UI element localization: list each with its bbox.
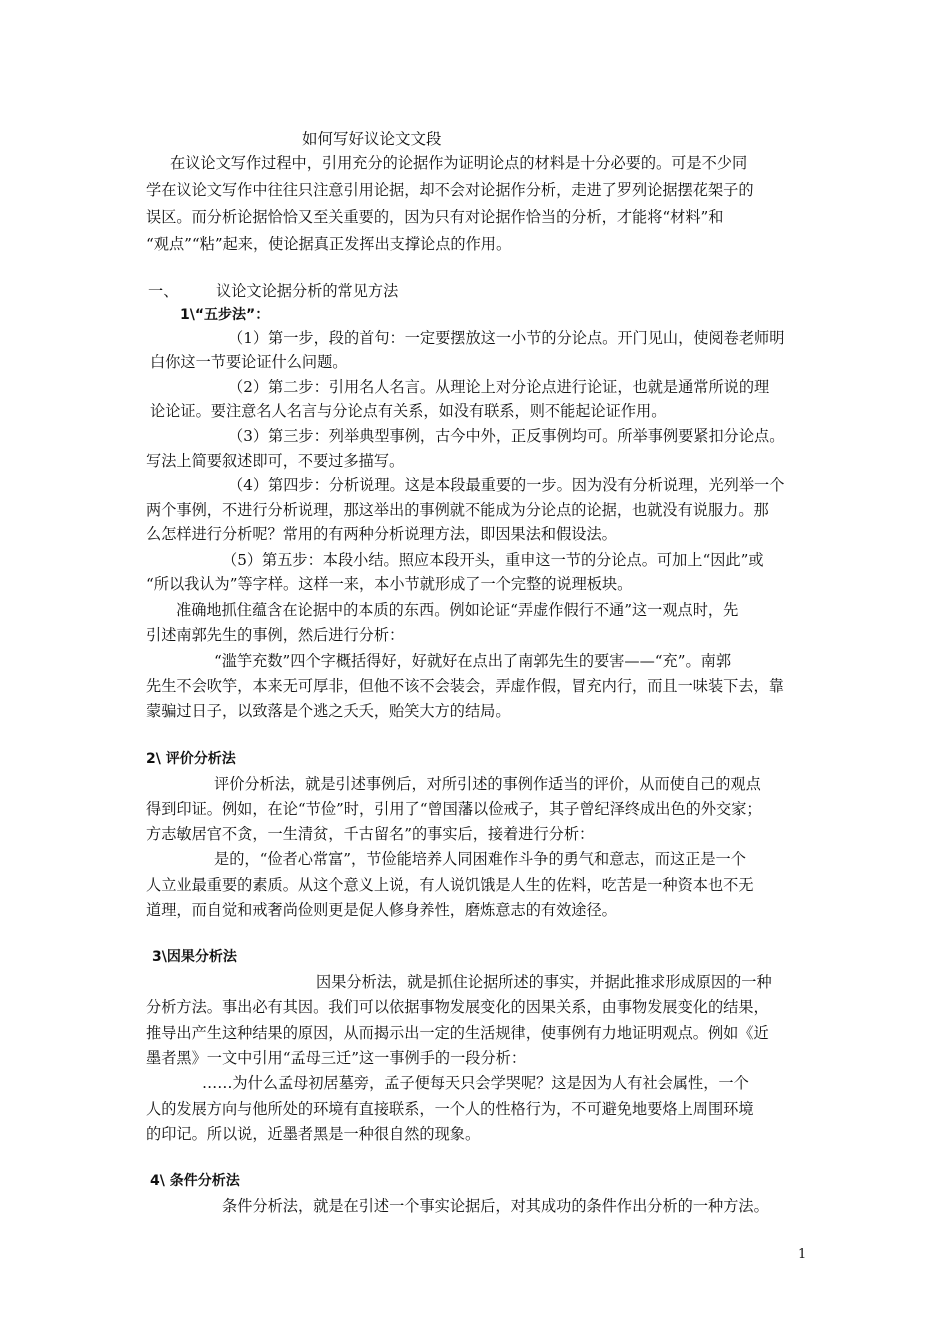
- m1-step2-line-1: （2）第二步：引用名人名言。从理论上对分论点进行论证，也就是通常所说的理: [228, 378, 770, 396]
- m1-step4-line-1: （4）第四步：分析说理。这是本段最重要的一步。因为没有分析说理，光列举一个: [228, 476, 785, 494]
- m1-p6-line-1: 准确地抓住蕴含在论据中的本质的东西。例如论证“弄虚作假行不通”这一观点时，先: [176, 601, 739, 619]
- m3-p1-line-1: 因果分析法，就是抓住论据所述的事实，并据此推求形成原因的一种: [316, 973, 772, 991]
- m1-step5-line-2: “所以我认为”等字样。这样一来，本小节就形成了一个完整的说理板块。: [146, 575, 633, 593]
- m2-p1-line-1: 评价分析法，就是引述事例后，对所引述的事例作适当的评价，从而使自己的观点: [214, 775, 761, 793]
- m3-p1-line-2: 分析方法。事出必有其因。我们可以依据事物发展变化的因果关系，由事物发展变化的结果，: [146, 998, 769, 1016]
- m1-step2-line-2: 论论证。要注意名人名言与分论点有关系，如没有联系，则不能起论证作用。: [150, 402, 667, 420]
- section-1-heading: 议论文论据分析的常见方法: [216, 282, 399, 300]
- method-4-heading: 4\ 条件分析法: [150, 1173, 240, 1189]
- m2-p2-line-3: 道理，而自觉和戒奢尚俭则更是促人修身养性，磨炼意志的有效途径。: [146, 901, 617, 919]
- m2-p1-line-2: 得到印证。例如，在论“节俭”时，引用了“曾国藩以俭戒子，其子曾纪泽终成出色的外交家；: [146, 800, 762, 818]
- m1-step1-line-1: （1）第一步，段的首句：一定要摆放这一小节的分论点。开门见山，使阅卷老师明: [228, 329, 785, 347]
- m1-step5-line-1: （5）第五步：本段小结。照应本段开头，重申这一节的分论点。可加上“因此”或: [222, 551, 764, 569]
- m3-p1-line-3: 推导出产生这种结果的原因，从而揭示出一定的生活规律，使事例有力地证明观点。例如《近: [146, 1024, 769, 1042]
- m3-p2-line-3: 的印记。所以说，近墨者黑是一种很自然的现象。: [146, 1125, 481, 1143]
- m1-p7-line-3: 蒙骗过日子，以致落是个逃之夭夭，贻笑大方的结局。: [146, 702, 511, 720]
- intro-line-1: 在议论文写作过程中，引用充分的论据作为证明论点的材料是十分必要的。可是不少同: [170, 154, 748, 172]
- m1-step1-line-2: 白你这一节要论证什么问题。: [150, 353, 348, 371]
- m2-p2-line-2: 人立业最重要的素质。从这个意义上说，有人说饥饿是人生的佐料，吃苦是一种资本也不无: [146, 876, 754, 894]
- m1-p6-line-2: 引述南郭先生的事例，然后进行分析：: [146, 626, 405, 644]
- method-2-heading: 2\ 评价分析法: [146, 751, 236, 767]
- m3-p2-line-1: ……为什么孟母初居墓旁，孟子便每天只会学哭呢？这是因为人有社会属性，一个: [202, 1074, 749, 1092]
- intro-line-3: 误区。而分析论据恰恰又至关重要的，因为只有对论据作恰当的分析，才能将“材料”和: [146, 208, 724, 226]
- m1-step4-line-3: 么怎样进行分析呢？常用的有两种分析说理方法，即因果法和假设法。: [146, 525, 617, 543]
- document-title: 如何写好议论文文段: [302, 130, 442, 148]
- section-1-number: 一、: [148, 282, 179, 300]
- method-1-heading: 1\“五步法”：: [180, 307, 270, 323]
- intro-line-2: 学在议论文写作中往往只注意引用论据，却不会对论据作分析，走进了罗列论据摆花架子的: [146, 181, 754, 199]
- intro-line-4: “观点”“粘”起来，使论据真正发挥出支撑论点的作用。: [146, 235, 512, 253]
- method-3-heading: 3\因果分析法: [152, 949, 237, 965]
- m1-step3-line-1: （3）第三步：列举典型事例，古今中外，正反事例均可。所举事例要紧扣分论点。: [228, 427, 785, 445]
- m3-p1-line-4: 墨者黑》一文中引用“孟母三迁”这一事例手的一段分析：: [146, 1049, 527, 1067]
- page-number: 1: [798, 1247, 807, 1262]
- m2-p1-line-3: 方志敏居官不贪，一生清贫，千古留名”的事实后，接着进行分析：: [146, 825, 595, 843]
- m1-p7-line-2: 先生不会吹竽，本来无可厚非，但他不该不会装会，弄虚作假，冒充内行，而且一味装下去，靠: [146, 677, 784, 695]
- m4-p1-line-1: 条件分析法，就是在引述一个事实论据后，对其成功的条件作出分析的一种方法。: [222, 1197, 769, 1215]
- m1-p7-line-1: “滥竽充数”四个字概括得好，好就好在点出了南郭先生的要害——“充”。南郭: [214, 652, 732, 670]
- m1-step4-line-2: 两个事例，不进行分析说理，那这举出的事例就不能成为分论点的论据，也就没有说服力。那: [146, 501, 769, 519]
- m3-p2-line-2: 人的发展方向与他所处的环境有直接联系，一个人的性格行为，不可避免地要烙上周围环境: [146, 1100, 754, 1118]
- m2-p2-line-1: 是的，“俭者心常富”，节俭能培养人同困难作斗争的勇气和意志，而这正是一个: [214, 850, 746, 868]
- m1-step3-line-2: 写法上简要叙述即可，不要过多描写。: [146, 452, 405, 470]
